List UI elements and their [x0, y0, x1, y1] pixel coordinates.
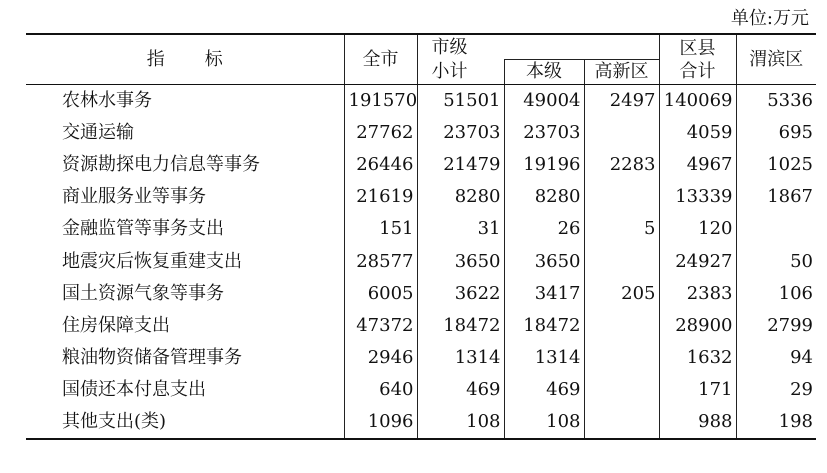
table-row — [26, 342, 816, 374]
cell-city-subtotal: 108 — [417, 406, 504, 439]
cell-gaoxin: 2283 — [584, 149, 659, 181]
cell-benji: 1314 — [504, 342, 584, 374]
cell-benji: 3417 — [504, 278, 584, 310]
table-header — [26, 34, 816, 85]
cell-county-total: 24927 — [659, 245, 736, 277]
cell-benji: 108 — [504, 406, 584, 439]
cell-city-total: 27762 — [344, 117, 417, 149]
cell-city-subtotal: 21479 — [417, 149, 504, 181]
cell-gaoxin — [584, 245, 659, 277]
cell-county-total: 171 — [659, 374, 736, 406]
cell-benji: 8280 — [504, 181, 584, 213]
row-name: 交通运输 — [62, 122, 134, 144]
cell-county-total: 4967 — [659, 149, 736, 181]
cell-city-total: 1096 — [344, 406, 417, 439]
cell-benji: 18472 — [504, 310, 584, 342]
cell-city-total: 28577 — [344, 245, 417, 277]
table-body — [26, 85, 816, 440]
cell-benji: 3650 — [504, 245, 584, 277]
header-indicator — [26, 34, 344, 85]
cell-county-total: 28900 — [659, 310, 736, 342]
cell-gaoxin — [584, 117, 659, 149]
cell-gaoxin — [584, 310, 659, 342]
cell-weibin: 50 — [736, 245, 816, 277]
table-row — [26, 278, 816, 310]
row-name: 农林水事务 — [62, 90, 152, 112]
row-name: 资源勘探电力信息等事务 — [62, 154, 260, 176]
cell-benji: 49004 — [504, 85, 584, 118]
cell-weibin — [736, 213, 816, 245]
cell-weibin: 695 — [736, 117, 816, 149]
cell-city-subtotal: 1314 — [417, 342, 504, 374]
cell-weibin: 1867 — [736, 181, 816, 213]
cell-county-total: 988 — [659, 406, 736, 439]
row-name: 粮油物资储备管理事务 — [62, 346, 242, 368]
cell-gaoxin: 5 — [584, 213, 659, 245]
cell-benji: 19196 — [504, 149, 584, 181]
cell-county-total: 13339 — [659, 181, 736, 213]
header-gaoxin: 高新区 — [584, 60, 659, 85]
row-name: 地震灾后恢复重建支出 — [62, 250, 242, 272]
header-city-level: 市级 — [417, 34, 659, 60]
table-row — [26, 245, 816, 277]
cell-city-total: 151 — [344, 213, 417, 245]
cell-county-total: 2383 — [659, 278, 736, 310]
table-row — [26, 85, 816, 118]
row-name: 国土资源气象等事务 — [62, 282, 224, 304]
table-row — [26, 117, 816, 149]
header-indicator-left: 指 — [146, 48, 165, 70]
cell-weibin: 29 — [736, 374, 816, 406]
cell-benji: 469 — [504, 374, 584, 406]
header-county-total: 合计 — [659, 60, 736, 85]
cell-city-subtotal: 31 — [417, 213, 504, 245]
row-name: 其他支出(类) — [26, 406, 344, 439]
row-name: 国债还本付息支出 — [62, 378, 206, 400]
cell-weibin: 1025 — [736, 149, 816, 181]
cell-weibin: 5336 — [736, 85, 816, 118]
cell-city-subtotal: 3650 — [417, 245, 504, 277]
row-name: 金融监管等事务支出 — [62, 218, 224, 240]
cell-city-total: 47372 — [344, 310, 417, 342]
cell-weibin: 94 — [736, 342, 816, 374]
cell-county-total: 1632 — [659, 342, 736, 374]
table-row — [26, 213, 816, 245]
cell-county-total: 4059 — [659, 117, 736, 149]
expenditure-table — [26, 33, 816, 440]
header-weibin: 渭滨区 — [736, 34, 816, 85]
cell-city-total: 21619 — [344, 181, 417, 213]
cell-city-total: 191570 — [344, 85, 417, 118]
cell-county-total: 120 — [659, 213, 736, 245]
cell-county-total: 140069 — [659, 85, 736, 118]
cell-city-subtotal: 51501 — [417, 85, 504, 118]
cell-city-subtotal: 8280 — [417, 181, 504, 213]
cell-city-total: 2946 — [344, 342, 417, 374]
cell-city-total: 640 — [344, 374, 417, 406]
header-county-top: 区县 — [659, 34, 736, 60]
header-benji: 本级 — [504, 60, 584, 85]
header-city-subtotal: 小计 — [417, 60, 504, 85]
cell-gaoxin: 2497 — [584, 85, 659, 118]
cell-city-subtotal: 469 — [417, 374, 504, 406]
cell-city-total: 26446 — [344, 149, 417, 181]
row-name: 住房保障支出 — [62, 314, 170, 336]
cell-gaoxin — [584, 374, 659, 406]
cell-gaoxin — [584, 406, 659, 439]
table-row — [26, 374, 816, 406]
header-city-total: 全市 — [344, 34, 417, 85]
table-row — [26, 149, 816, 181]
table-row — [26, 406, 816, 439]
unit-label: 单位:万元 — [730, 8, 809, 29]
cell-weibin: 2799 — [736, 310, 816, 342]
cell-city-subtotal: 23703 — [417, 117, 504, 149]
cell-benji: 26 — [504, 213, 584, 245]
header-indicator-right: 标 — [204, 48, 223, 70]
cell-city-subtotal: 18472 — [417, 310, 504, 342]
cell-gaoxin — [584, 181, 659, 213]
row-name: 商业服务业等事务 — [62, 186, 206, 208]
table-row — [26, 181, 816, 213]
cell-city-subtotal: 3622 — [417, 278, 504, 310]
cell-gaoxin: 205 — [584, 278, 659, 310]
cell-weibin: 106 — [736, 278, 816, 310]
cell-weibin: 198 — [736, 406, 816, 439]
cell-city-total: 6005 — [344, 278, 417, 310]
cell-benji: 23703 — [504, 117, 584, 149]
table-row — [26, 310, 816, 342]
cell-gaoxin — [584, 342, 659, 374]
